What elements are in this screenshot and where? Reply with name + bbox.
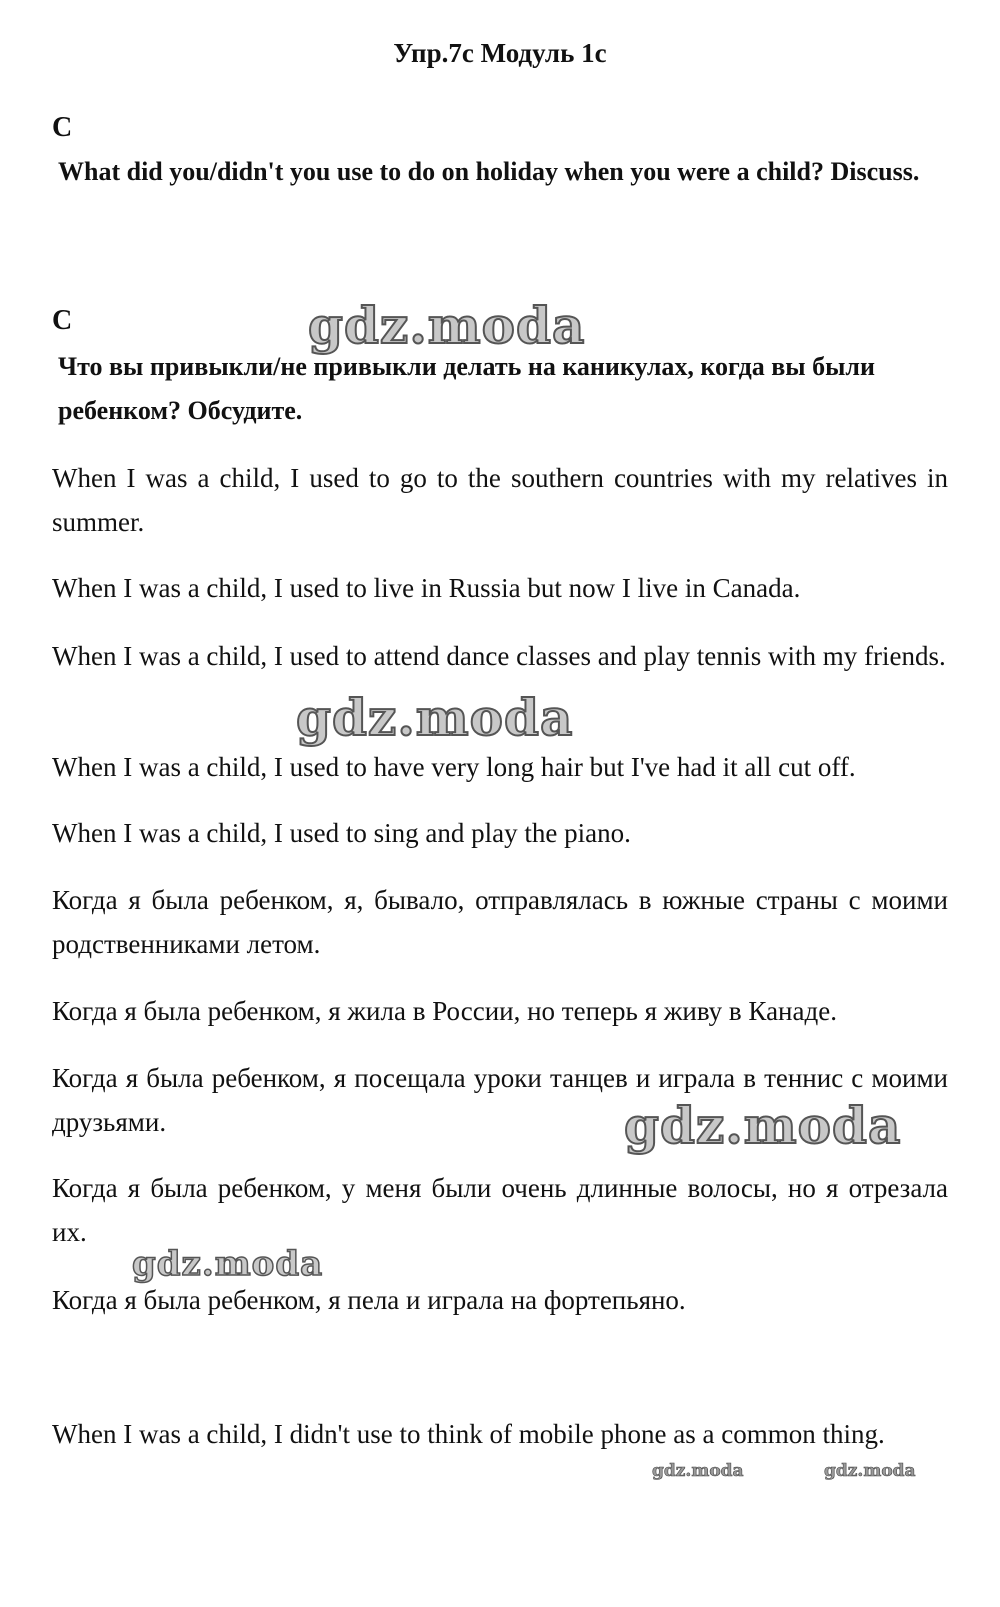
answer-en-1: When I was a child, I used to go to the southern countries with my relatives in summer. (52, 463, 948, 537)
watermark-logo: gdz.moda (624, 1096, 902, 1155)
task-question-en: What did you/didn't you use to do on holiday when you were a child? Discuss. (58, 157, 920, 186)
answer-en-5: When I was a child, I used to sing and play the piano. (52, 818, 631, 848)
answer-en-2: When I was a child, I used to live in Russia but now I live in Canada. (52, 573, 801, 603)
watermark-logo: gdz.moda (652, 1461, 744, 1481)
answer-en-4: When I was a child, I used to have very long hair but I've had it all cut off. (52, 752, 856, 782)
section-letter-ru: C (52, 305, 73, 336)
section-letter-en: C (52, 112, 73, 143)
answer-en-extra: When I was a child, I didn't use to think of mobile phone as a common thing. (52, 1419, 885, 1449)
answer-ru-3: Когда я была ребенком, я посещала уроки танцев и играла в теннис с моими друзьями. (52, 1063, 948, 1137)
watermark-logo: gdz.moda (296, 688, 574, 747)
answer-ru-4: Когда я была ребенком, у меня были очень длинные волосы, но я отрезала их. (52, 1173, 948, 1247)
watermark-logo: gdz.moda (824, 1461, 916, 1481)
page-title: Упр.7c Модуль 1c (393, 38, 607, 68)
task-question-ru: Что вы привыкли/не привыкли делать на каникулах, когда вы были ребенком? Обсудите. (58, 352, 875, 425)
watermark-logo: gdz.moda (132, 1244, 324, 1284)
watermark-logo: gdz.moda (308, 296, 586, 355)
answer-ru-1: Когда я была ребенком, я, бывало, отправлялась в южные страны с моими родственниками летом. (52, 885, 948, 959)
answer-ru-5: Когда я была ребенком, я пела и играла на фортепьяно. (52, 1285, 686, 1315)
answer-ru-2: Когда я была ребенком, я жила в России, но теперь я живу в Канаде. (52, 996, 837, 1026)
answer-en-3: When I was a child, I used to attend dance classes and play tennis with my friends. (52, 641, 946, 671)
